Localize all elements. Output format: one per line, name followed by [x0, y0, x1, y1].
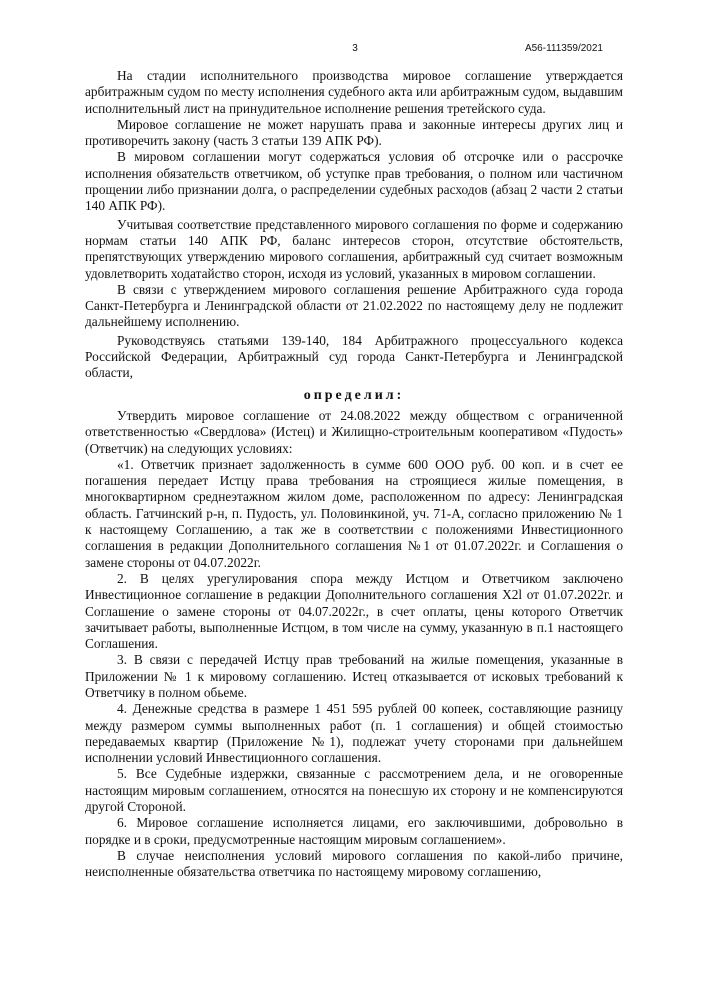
case-number: А56-111359/2021 [524, 43, 603, 54]
resolution-paragraph: 6. Мировое соглашение исполняется лицами, его заключившими, добровольно в порядке и в сроки, предусмотренные настоящим мировым соглашением». [85, 815, 623, 847]
paragraph: Мировое соглашение не может нарушать права и законные интересы других лиц и противоречить закону (часть 3 статьи 139 АПК РФ). [85, 116, 623, 149]
resolution-paragraph: Утвердить мировое соглашение от 24.08.2022 между обществом с ограниченной ответственностью «Свердлова» (Истец) и Жилищно-строительным кооперативом «Пудость» (Ответчик) на следующих условиях: [85, 407, 623, 456]
paragraph: В мировом соглашении могут содержаться условия об отсрочке или о рассрочке исполнения обязательств ответчиком, об уступке прав требования, о полном или частичном прощении либо признании долга, о распределении судебных расходов (абзац 2 части 2 статьи 140 АПК РФ). [85, 149, 623, 214]
resolution-paragraph: 4. Денежные средства в размере 1 451 595 рублей 00 копеек, составляющие разницу между размером суммы выполненных работ (п. 1 соглашения) и общей стоимостью передаваемых квартир (Приложение №1), подлежат учету сторонами при дальнейшем исполнении условий Инвестиционного соглашения. [85, 701, 623, 766]
document-body [85, 68, 623, 881]
resolution-paragraph: 3. В связи с передачей Истцу прав требований на жилые помещения, указанные в Приложении № 1 к мировому соглашению. Истец отказывается от исковых требований к Ответчику в полном обьеме. [85, 652, 623, 700]
paragraph: В связи с утверждением мирового соглашения решение Арбитражного суда города Санкт-Петербурга и Ленинградской области от 21.02.2022 по настоящему делу не подлежит дальнейшему исполнению. [85, 281, 623, 330]
paragraph: На стадии исполнительного производства мировое соглашение утверждается арбитражным судом по месту исполнения судебного акта или арбитражным судом, выдавшим исполнительный лист на принудительное исполнение решения третейского суда. [85, 68, 623, 116]
resolution-paragraph: 5. Все Судебные издержки, связанные с рассмотрением дела, и не оговоренные настоящим мировым соглашением, относятся на понесшую их сторону и не компенсируются другой Стороной. [85, 766, 623, 815]
resolution-paragraph: В случае неисполнения условий мирового соглашения по какой-либо причине, неисполненные обязательства ответчика по настоящему мировому соглашению, [85, 847, 623, 880]
resolution-heading: определил: [303, 387, 405, 403]
paragraph: Руководствуясь статьями 139-140, 184 Арбитражного процессуального кодекса Российской Федерации, Арбитражный суд города Санкт-Петербурга и Ленинградской области, [85, 332, 623, 381]
resolution-paragraph: «1. Ответчик признает задолженность в сумме 600 ООО руб. 00 коп. и в счет ее погашения передает Истцу права требования на строящиеся жилые помещения, в многоквартирном среднеэтажном жилом доме, расположенном по адресу: Ленинградская область. Гатчинский р-н, п. Пудость, ул. Половинкиной, уч. 71-А, согласно приложению № 1 к настоящему Соглашению, а так же в соответствии с положениями Инвестиционного соглашения в редакции Дополнительного соглашения №1 от 01.07.2022г. и Соглашения о замене стороны от 04.07.2022г. [85, 456, 623, 570]
page-number: 3 [352, 43, 358, 54]
resolution-paragraph: 2. В целях урегулирования спора между Истцом и Ответчиком заключено Инвестиционное соглашение в редакции Дополнительного соглашения Х2l от 01.07.2022г. и Соглашение о замене стороны от 04.07.2022г., в счет оплаты, цены которого Ответчик зачитывает работы, выполненные Истцом, в том числе на сумму, указанную в п.1 настоящего Соглашения. [85, 570, 623, 652]
paragraph: Учитывая соответствие представленного мирового соглашения по форме и содержанию нормам статьи 140 АПК РФ, баланс интересов сторон, отсутствие обстоятельств, препятствующих утверждению мирового соглашения, арбитражный суд считает возможным удовлетворить ходатайство сторон, исходя из условий, указанных в мировом соглашении. [85, 216, 623, 281]
